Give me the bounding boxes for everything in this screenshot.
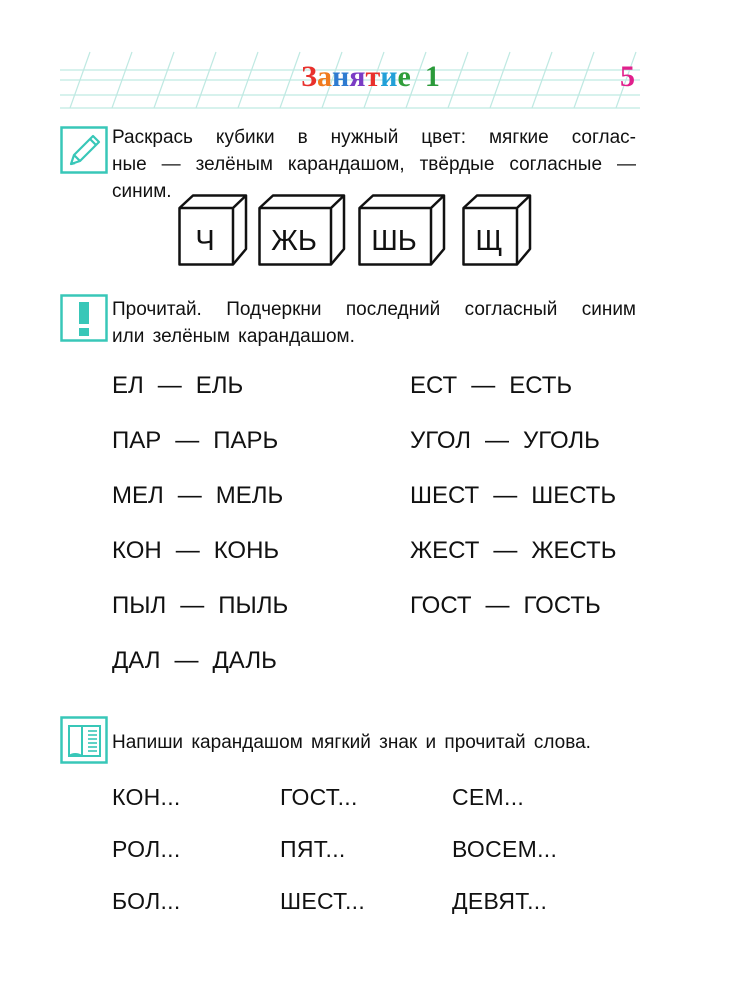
word-pair: [112, 427, 278, 455]
fill-word[interactable]: ВОСЕМ...: [452, 836, 558, 862]
hard-word: ЖЕСТ: [410, 537, 480, 564]
fill-word[interactable]: БОЛ...: [112, 888, 181, 914]
hard-word: ЕСТ: [410, 372, 458, 399]
fill-word[interactable]: СЕМ...: [452, 784, 525, 810]
cube-label: ШЬ: [371, 225, 417, 257]
soft-word: КОНЬ: [213, 537, 280, 564]
task1-line: Раскрась кубики в нужный цвет: мягкие соглас-: [112, 127, 636, 148]
lesson-number: 1: [424, 60, 440, 93]
dash: —: [485, 427, 510, 454]
hard-word: ЕЛ: [112, 372, 144, 399]
task2-instruction: [112, 296, 636, 350]
title-letter: и: [380, 60, 398, 93]
task2-line: Прочитай. Подчеркни последний согласный синим: [112, 299, 636, 320]
dash: —: [175, 537, 200, 564]
hard-word: КОН: [112, 537, 162, 564]
soft-word: ЖЕСТЬ: [531, 537, 617, 564]
soft-word: ЕСТЬ: [509, 372, 573, 399]
word-pair: [112, 537, 279, 565]
dash: —: [471, 372, 496, 399]
hard-word: МЕЛ: [112, 482, 164, 509]
book-icon: [60, 716, 108, 764]
fill-word[interactable]: РОЛ...: [112, 836, 181, 862]
dash: —: [177, 482, 202, 509]
title-letter: н: [331, 60, 350, 93]
fill-word[interactable]: КОН...: [112, 784, 181, 810]
cube-row: [170, 194, 550, 268]
soft-word: УГОЛЬ: [523, 427, 600, 454]
soft-word: ДАЛЬ: [212, 647, 277, 674]
soft-word: МЕЛЬ: [215, 482, 284, 509]
dash: —: [493, 482, 518, 509]
fill-word[interactable]: ПЯТ...: [280, 836, 346, 862]
title-letter: я: [349, 60, 366, 93]
task1-line: синим.: [112, 181, 172, 202]
dash: —: [175, 427, 200, 454]
cube-label: ЖЬ: [271, 225, 317, 257]
task2-line: или зелёным карандашом.: [112, 326, 355, 347]
word-pair: [410, 537, 617, 565]
word-pair: [112, 592, 288, 620]
word-pair: [410, 427, 600, 455]
title-letter: а: [316, 60, 332, 93]
lesson-title-word: [301, 60, 411, 93]
soft-word: ПАРЬ: [213, 427, 279, 454]
pencil-icon: [60, 126, 108, 174]
task1-instruction: [112, 124, 636, 205]
word-pair: [112, 372, 243, 400]
hard-word: ШЕСТ: [410, 482, 480, 509]
soft-word: ЕЛЬ: [195, 372, 244, 399]
fill-word[interactable]: ГОСТ...: [280, 784, 358, 810]
hard-word: ГОСТ: [410, 592, 472, 619]
page-number: 5: [620, 60, 635, 93]
exclamation-icon: [60, 294, 108, 342]
cube-label: Щ: [475, 225, 503, 257]
word-pair: [410, 592, 601, 620]
word-pair: [410, 372, 572, 400]
title-letter: З: [301, 60, 317, 93]
word-pair: [410, 482, 616, 510]
dash: —: [493, 537, 518, 564]
dash: —: [485, 592, 510, 619]
dash: —: [174, 647, 199, 674]
word-pair: [112, 482, 283, 510]
fill-word[interactable]: ШЕСТ...: [280, 888, 366, 914]
word-pair: [112, 647, 277, 675]
title-letter: т: [365, 60, 381, 93]
dash: —: [157, 372, 182, 399]
soft-word: ГОСТЬ: [523, 592, 601, 619]
title-letter: е: [397, 60, 411, 93]
hard-word: ПАР: [112, 427, 162, 454]
soft-word: ШЕСТЬ: [531, 482, 617, 509]
hard-word: УГОЛ: [410, 427, 472, 454]
hard-word: ДАЛ: [112, 647, 161, 674]
task1-line: ные — зелёным карандашом, твёрдые согласные —: [112, 154, 636, 175]
dash: —: [180, 592, 205, 619]
fill-word[interactable]: ДЕВЯТ...: [452, 888, 548, 914]
soft-word: ПЫЛЬ: [218, 592, 289, 619]
task3-line: Напиши карандашом мягкий знак и прочитай слова.: [112, 732, 591, 753]
task3-instruction: [112, 729, 636, 756]
hard-word: ПЫЛ: [112, 592, 167, 619]
cube-label: Ч: [195, 225, 215, 257]
